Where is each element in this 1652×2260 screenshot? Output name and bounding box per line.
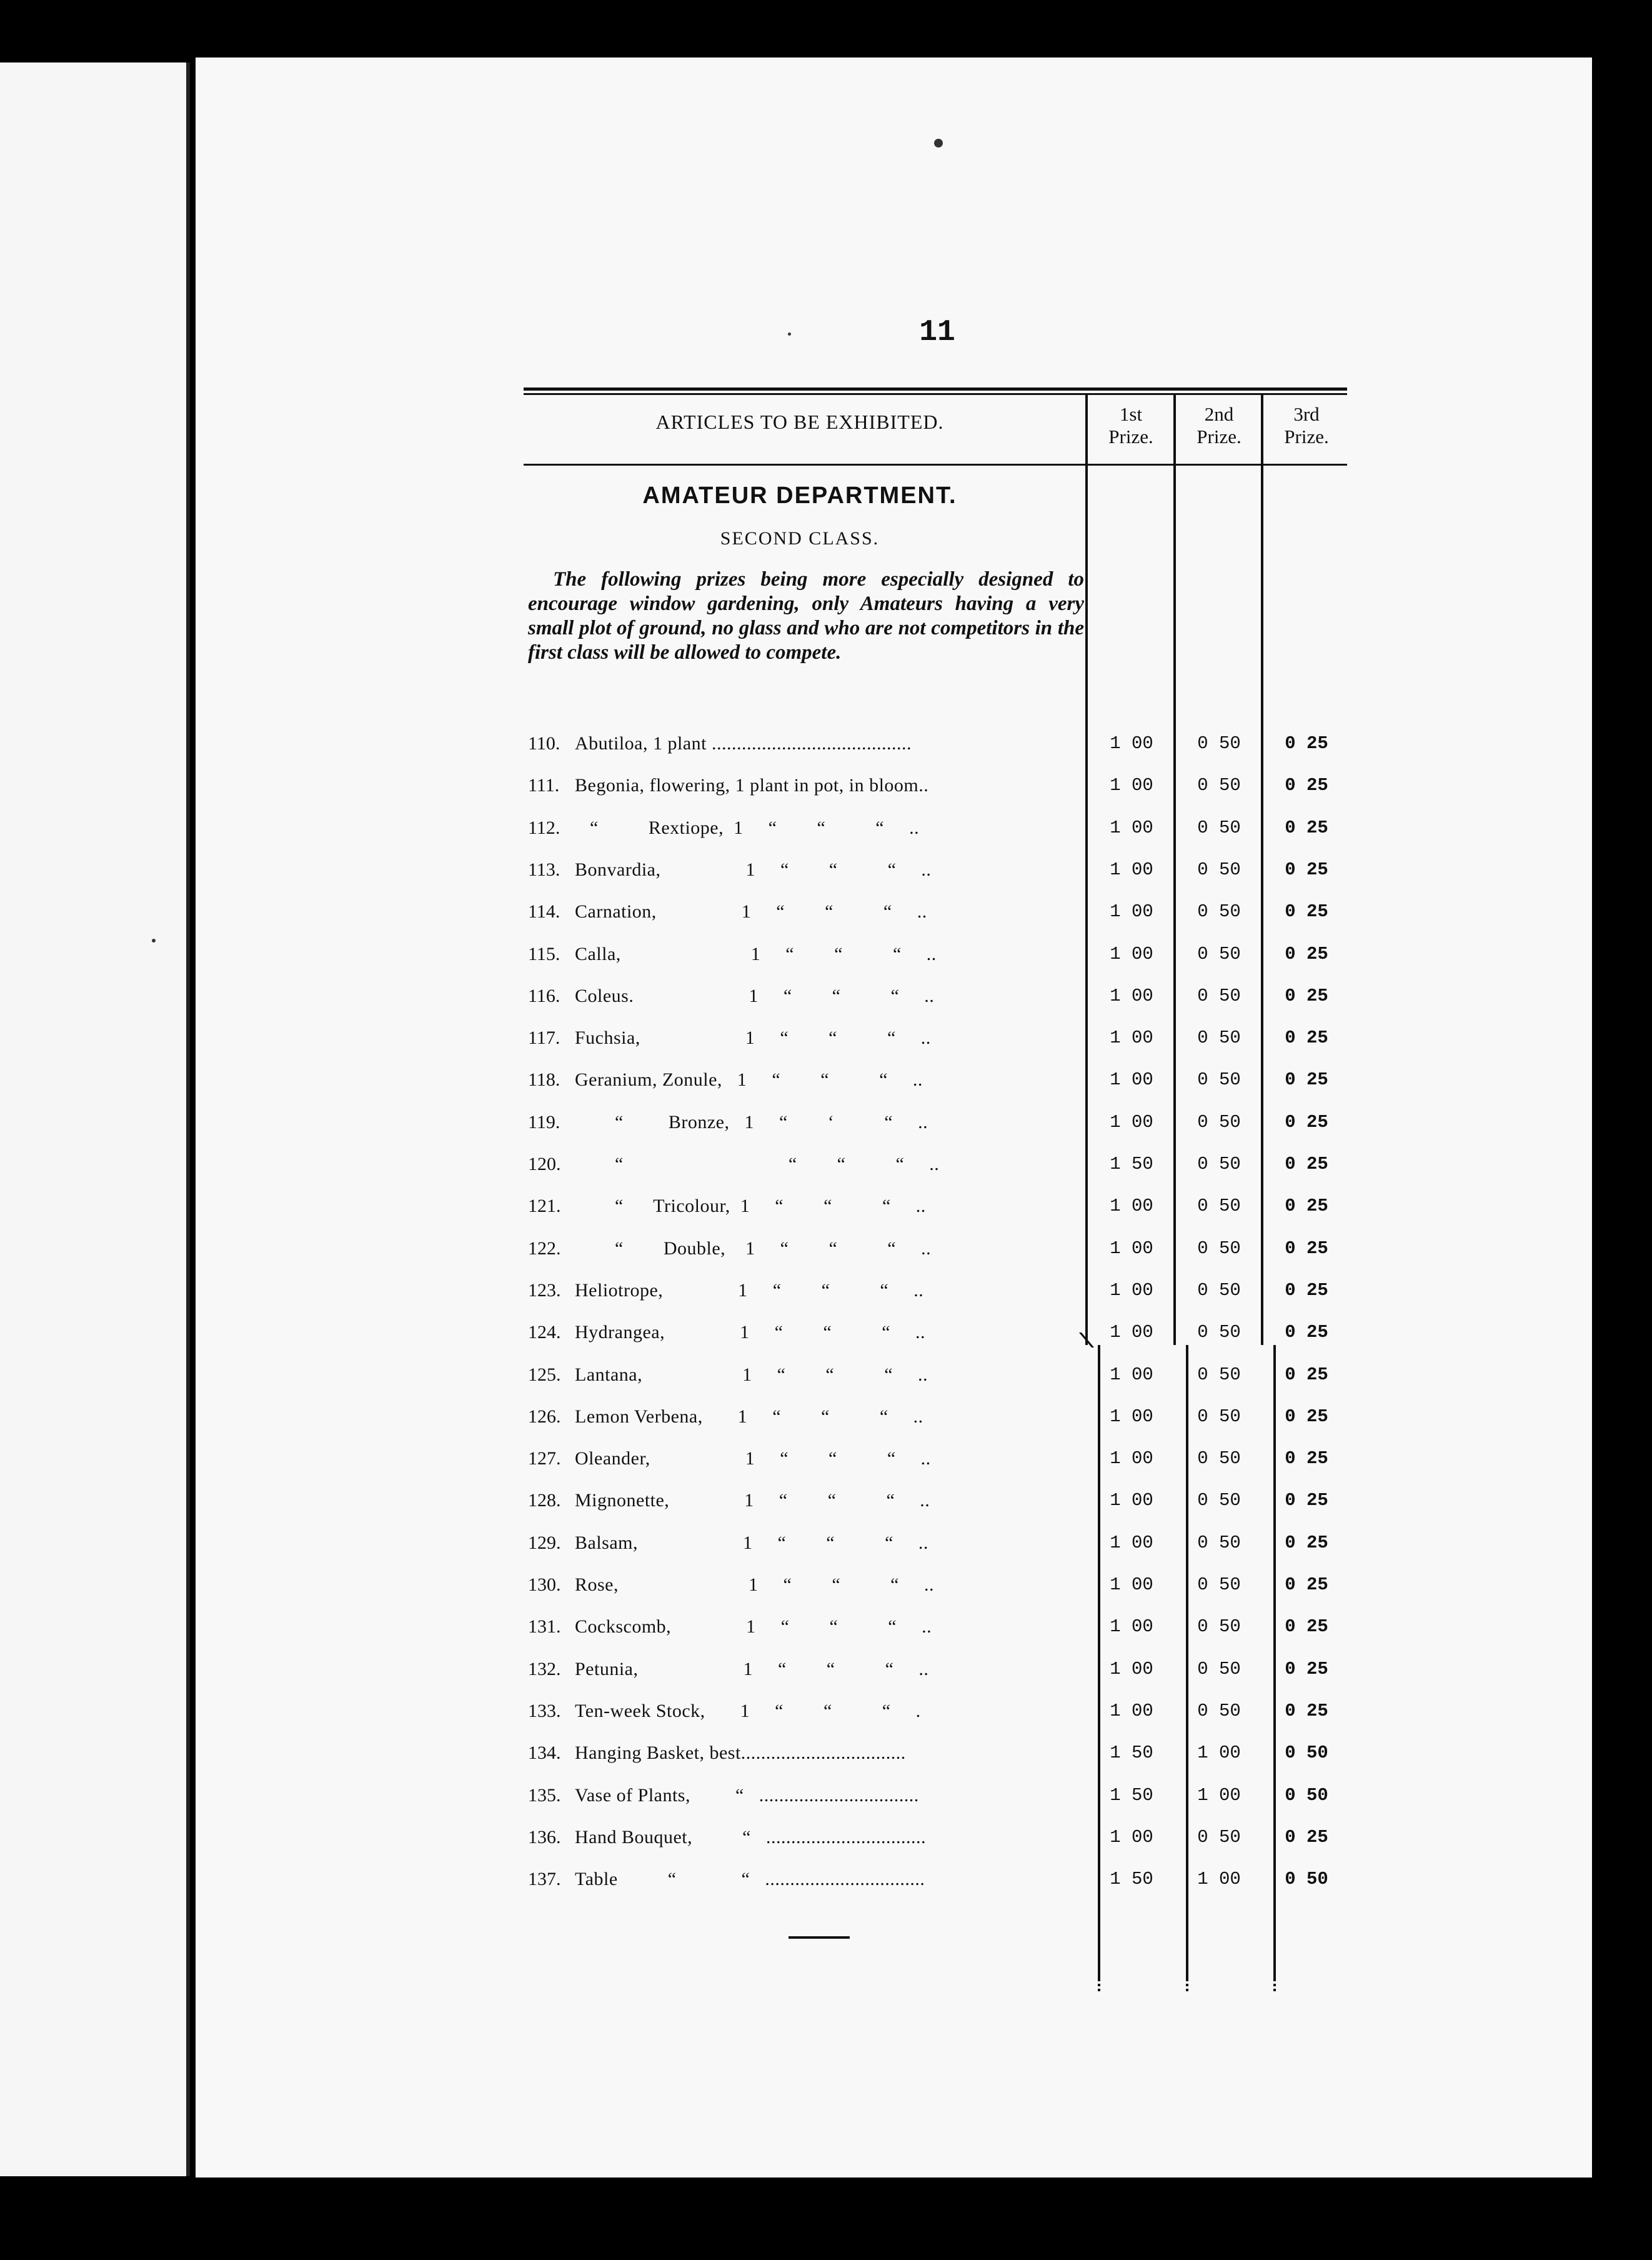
row-prize-2: 0 50 xyxy=(1197,1700,1241,1721)
row-number: 121. xyxy=(528,1196,561,1217)
row-description: Fuchsia, 1 “ “ “ .. xyxy=(575,1028,931,1049)
row-description: Geranium, Zonule, 1 “ “ “ .. xyxy=(575,1069,923,1091)
row-description: “ Double, 1 “ “ “ .. xyxy=(575,1238,932,1259)
row-number: 124. xyxy=(528,1322,561,1343)
table-row xyxy=(528,942,1346,967)
row-prize-3: 0 50 xyxy=(1285,1869,1328,1890)
row-prize-1: 1 00 xyxy=(1110,1364,1153,1385)
table-row xyxy=(528,1278,1346,1303)
row-description: Oleander, 1 “ “ “ .. xyxy=(575,1448,931,1469)
row-prize-3: 0 25 xyxy=(1285,1826,1328,1848)
row-prize-2: 0 50 xyxy=(1197,1826,1241,1848)
row-prize-2: 0 50 xyxy=(1197,1448,1241,1469)
row-description: “ Tricolour, 1 “ “ “ .. xyxy=(575,1196,926,1217)
table-row xyxy=(528,1614,1346,1639)
table-row xyxy=(528,1194,1346,1219)
row-prize-3: 0 50 xyxy=(1285,1742,1328,1764)
ink-speck xyxy=(788,332,791,336)
table-row xyxy=(528,984,1346,1009)
row-number: 117. xyxy=(528,1028,560,1049)
row-prize-1: 1 00 xyxy=(1110,775,1153,796)
row-description: Bonvardia, 1 “ “ “ .. xyxy=(575,859,932,880)
row-number: 113. xyxy=(528,859,560,880)
row-prize-1: 1 00 xyxy=(1110,1111,1153,1132)
row-number: 125. xyxy=(528,1364,561,1385)
table-row xyxy=(528,1404,1346,1429)
row-prize-1: 1 00 xyxy=(1110,1490,1153,1511)
row-prize-1: 1 00 xyxy=(1110,1658,1153,1679)
row-prize-2: 0 50 xyxy=(1197,1574,1241,1595)
header-first-prize: 1st Prize. xyxy=(1108,403,1153,448)
top-rule-thin xyxy=(524,393,1347,395)
row-description: Hanging Basket, best................................. xyxy=(575,1742,906,1764)
row-prize-2: 0 50 xyxy=(1197,1069,1241,1091)
row-description: Hand Bouquet, “ ................................ xyxy=(575,1826,926,1848)
table-row xyxy=(528,1825,1346,1850)
row-prize-3: 0 25 xyxy=(1285,1069,1328,1091)
row-prize-3: 0 25 xyxy=(1285,1238,1328,1259)
row-prize-1: 1 00 xyxy=(1110,1069,1153,1091)
row-prize-3: 0 25 xyxy=(1285,985,1328,1006)
row-prize-2: 0 50 xyxy=(1197,1616,1241,1638)
row-prize-3: 0 25 xyxy=(1285,859,1328,880)
row-prize-1: 1 00 xyxy=(1110,1322,1153,1343)
row-prize-3: 0 25 xyxy=(1285,1154,1328,1174)
row-prize-3: 0 25 xyxy=(1285,1700,1328,1721)
row-prize-3: 0 25 xyxy=(1285,1196,1328,1217)
row-description: Mignonette, 1 “ “ “ .. xyxy=(575,1490,930,1511)
row-number: 134. xyxy=(528,1742,561,1764)
table-row xyxy=(528,1783,1346,1808)
row-number: 123. xyxy=(528,1279,561,1301)
row-prize-1: 1 00 xyxy=(1110,817,1153,838)
table-row xyxy=(528,1110,1346,1135)
row-prize-1: 1 00 xyxy=(1110,985,1153,1006)
row-description: Table “ “ ................................ xyxy=(575,1869,925,1890)
table-row xyxy=(528,816,1346,841)
row-description: Vase of Plants, “ ................................ xyxy=(575,1784,919,1806)
row-number: 129. xyxy=(528,1532,561,1553)
row-prize-3: 0 50 xyxy=(1285,1784,1328,1806)
table-row xyxy=(528,773,1346,798)
table-row xyxy=(528,1531,1346,1556)
table-row xyxy=(528,899,1346,924)
row-prize-3: 0 25 xyxy=(1285,1490,1328,1511)
row-description: Balsam, 1 “ “ “ .. xyxy=(575,1532,928,1553)
row-prize-1: 1 00 xyxy=(1110,859,1153,880)
row-prize-1: 1 00 xyxy=(1110,1196,1153,1217)
row-number: 116. xyxy=(528,985,560,1006)
row-prize-2: 0 50 xyxy=(1197,1279,1241,1301)
row-prize-1: 1 00 xyxy=(1110,1532,1153,1553)
row-description: Cockscomb, 1 “ “ “ .. xyxy=(575,1616,932,1638)
header-rule xyxy=(524,464,1347,466)
row-prize-3: 0 25 xyxy=(1285,775,1328,796)
left-page-edge xyxy=(0,62,187,2176)
row-number: 119. xyxy=(528,1111,560,1132)
page-number: 11 xyxy=(919,316,955,349)
row-prize-1: 1 00 xyxy=(1110,1700,1153,1721)
table-row xyxy=(528,1572,1346,1598)
row-prize-2: 0 50 xyxy=(1197,1490,1241,1511)
intro-paragraph: The following prizes being more especially designed to encourage window gardening, only Amateurs having a very small plot of ground, no glass and who are not competitors in the first class will be allowed to compete. xyxy=(528,568,1084,664)
row-prize-1: 1 00 xyxy=(1110,1826,1153,1848)
row-prize-3: 0 25 xyxy=(1285,1574,1328,1595)
row-prize-3: 0 25 xyxy=(1285,1028,1328,1049)
row-prize-1: 1 00 xyxy=(1110,1406,1153,1427)
row-prize-2: 1 00 xyxy=(1197,1742,1241,1764)
row-description: Hydrangea, 1 “ “ “ .. xyxy=(575,1322,926,1343)
row-number: 130. xyxy=(528,1574,561,1595)
row-prize-2: 0 50 xyxy=(1197,859,1241,880)
row-description: Coleus. 1 “ “ “ .. xyxy=(575,985,935,1006)
header-second-prize: 2nd Prize. xyxy=(1197,403,1241,448)
row-prize-2: 0 50 xyxy=(1197,1154,1241,1174)
table-row xyxy=(528,1446,1346,1471)
row-prize-1: 1 00 xyxy=(1110,1616,1153,1638)
row-number: 136. xyxy=(528,1826,561,1848)
closing-rule xyxy=(789,1936,850,1939)
row-prize-2: 0 50 xyxy=(1197,1028,1241,1049)
row-prize-1: 1 50 xyxy=(1110,1784,1153,1806)
row-prize-2: 0 50 xyxy=(1197,943,1241,964)
row-prize-2: 0 50 xyxy=(1197,1658,1241,1679)
row-prize-3: 0 25 xyxy=(1285,1322,1328,1343)
row-description: Carnation, 1 “ “ “ .. xyxy=(575,901,927,922)
table-row xyxy=(528,1152,1346,1177)
row-number: 133. xyxy=(528,1700,561,1721)
row-description: Lantana, 1 “ “ “ .. xyxy=(575,1364,928,1385)
table-row xyxy=(528,1362,1346,1388)
row-number: 111. xyxy=(528,775,560,796)
row-prize-2: 0 50 xyxy=(1197,1406,1241,1427)
row-prize-2: 0 50 xyxy=(1197,775,1241,796)
row-prize-1: 1 50 xyxy=(1110,1154,1153,1174)
row-prize-2: 0 50 xyxy=(1197,1196,1241,1217)
row-number: 137. xyxy=(528,1869,561,1890)
row-prize-2: 0 50 xyxy=(1197,1111,1241,1132)
ink-speck xyxy=(934,139,943,148)
row-description: Petunia, 1 “ “ “ .. xyxy=(575,1658,929,1679)
row-prize-2: 0 50 xyxy=(1197,985,1241,1006)
row-prize-3: 0 25 xyxy=(1285,1406,1328,1427)
row-prize-2: 0 50 xyxy=(1197,1364,1241,1385)
row-prize-1: 1 00 xyxy=(1110,1574,1153,1595)
row-description: “ Bronze, 1 “ ‘ “ .. xyxy=(575,1111,928,1132)
table-row xyxy=(528,1320,1346,1345)
row-prize-2: 1 00 xyxy=(1197,1869,1241,1890)
row-number: 114. xyxy=(528,901,560,922)
row-number: 120. xyxy=(528,1154,561,1174)
row-prize-3: 0 25 xyxy=(1285,1111,1328,1132)
header-articles: ARTICLES TO BE EXHIBITED. xyxy=(655,411,944,433)
row-prize-1: 1 50 xyxy=(1110,1869,1153,1890)
row-prize-2: 0 50 xyxy=(1197,733,1241,754)
row-number: 115. xyxy=(528,943,560,964)
department-title: AMATEUR DEPARTMENT. xyxy=(642,482,957,509)
row-prize-3: 0 25 xyxy=(1285,1658,1328,1679)
table-row xyxy=(528,1488,1346,1513)
row-prize-2: 0 50 xyxy=(1197,1532,1241,1553)
row-prize-3: 0 25 xyxy=(1285,1279,1328,1301)
header-third-prize: 3rd Prize. xyxy=(1284,403,1329,448)
row-prize-1: 1 50 xyxy=(1110,1742,1153,1764)
table-row xyxy=(528,1026,1346,1051)
row-number: 110. xyxy=(528,733,560,754)
row-description: Abutiloa, 1 plant ........................................ xyxy=(575,733,912,754)
row-prize-1: 1 00 xyxy=(1110,733,1153,754)
row-number: 132. xyxy=(528,1658,561,1679)
column-end xyxy=(1273,1979,1276,1994)
row-number: 128. xyxy=(528,1490,561,1511)
ink-speck xyxy=(152,939,156,942)
table-row xyxy=(528,1741,1346,1766)
row-prize-1: 1 00 xyxy=(1110,943,1153,964)
row-number: 135. xyxy=(528,1784,561,1806)
row-description: Heliotrope, 1 “ “ “ .. xyxy=(575,1279,924,1301)
row-prize-2: 0 50 xyxy=(1197,817,1241,838)
table-row xyxy=(528,1236,1346,1261)
table-row xyxy=(528,858,1346,882)
row-prize-2: 0 50 xyxy=(1197,1322,1241,1343)
top-rule xyxy=(524,388,1347,391)
row-prize-1: 1 00 xyxy=(1110,1448,1153,1469)
row-description: Calla, 1 “ “ “ .. xyxy=(575,943,937,964)
row-description: “ Rextiope, 1 “ “ “ .. xyxy=(575,817,920,838)
row-prize-1: 1 00 xyxy=(1110,1028,1153,1049)
row-prize-3: 0 25 xyxy=(1285,733,1328,754)
table-row xyxy=(528,1657,1346,1682)
row-number: 112. xyxy=(528,817,560,838)
table-row xyxy=(528,1699,1346,1724)
row-prize-3: 0 25 xyxy=(1285,1364,1328,1385)
row-prize-2: 0 50 xyxy=(1197,1238,1241,1259)
class-title: SECOND CLASS. xyxy=(720,528,880,549)
row-prize-1: 1 00 xyxy=(1110,901,1153,922)
row-description: Rose, 1 “ “ “ .. xyxy=(575,1574,934,1595)
table-row xyxy=(528,731,1346,756)
table-row xyxy=(528,1867,1346,1892)
row-prize-3: 0 25 xyxy=(1285,817,1328,838)
row-description: Ten-week Stock, 1 “ “ “ . xyxy=(575,1700,921,1721)
row-prize-1: 1 00 xyxy=(1110,1238,1153,1259)
row-prize-3: 0 25 xyxy=(1285,1532,1328,1553)
row-prize-3: 0 25 xyxy=(1285,1616,1328,1638)
table-row xyxy=(528,1068,1346,1092)
row-number: 131. xyxy=(528,1616,561,1638)
column-end xyxy=(1186,1979,1188,1994)
row-description: “ “ “ “ .. xyxy=(575,1154,940,1174)
row-number: 118. xyxy=(528,1069,560,1091)
row-prize-3: 0 25 xyxy=(1285,1448,1328,1469)
row-number: 122. xyxy=(528,1238,561,1259)
row-prize-2: 0 50 xyxy=(1197,901,1241,922)
row-description: Begonia, flowering, 1 plant in pot, in bloom.. xyxy=(575,775,929,796)
row-number: 126. xyxy=(528,1406,561,1427)
row-prize-3: 0 25 xyxy=(1285,943,1328,964)
row-prize-2: 1 00 xyxy=(1197,1784,1241,1806)
row-prize-1: 1 00 xyxy=(1110,1279,1153,1301)
row-description: Lemon Verbena, 1 “ “ “ .. xyxy=(575,1406,923,1427)
column-end xyxy=(1098,1979,1100,1994)
row-number: 127. xyxy=(528,1448,561,1469)
row-prize-3: 0 25 xyxy=(1285,901,1328,922)
